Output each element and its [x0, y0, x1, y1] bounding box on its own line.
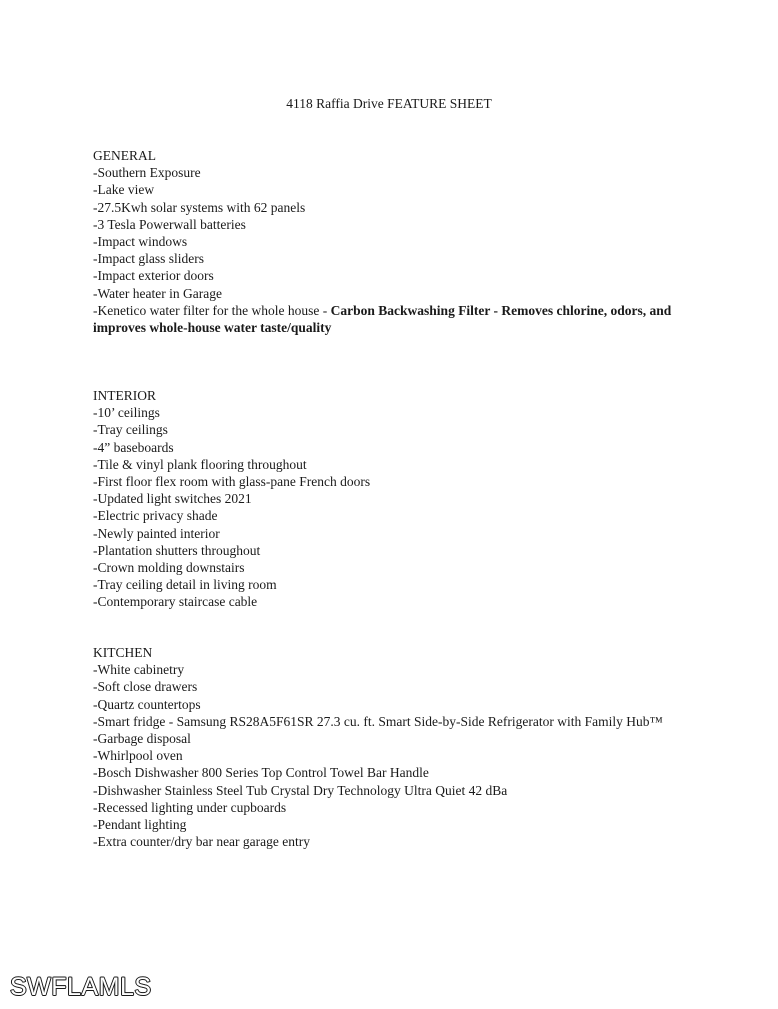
section-general: [93, 147, 703, 336]
section-interior: [93, 387, 703, 611]
list-item: -Whirlpool oven: [93, 748, 183, 764]
list-item: -3 Tesla Powerwall batteries: [93, 216, 246, 232]
list-item: -Extra counter/dry bar near garage entry: [93, 834, 311, 850]
list-item: -Plantation shutters throughout: [93, 542, 261, 558]
list-item: -10’ ceilings: [93, 405, 160, 421]
list-item: -Impact glass sliders: [93, 251, 204, 267]
general-list: [93, 164, 703, 336]
list-item: -Electric privacy shade: [93, 508, 218, 524]
list-item-water-filter: [93, 302, 703, 336]
list-item: -Tile & vinyl plank flooring throughout: [93, 456, 307, 472]
list-item: -Updated light switches 2021: [93, 491, 252, 507]
list-item: -Southern Exposure: [93, 165, 201, 181]
list-item: -Garbage disposal: [93, 731, 191, 747]
list-item: -Contemporary staircase cable: [93, 594, 258, 610]
water-filter-details: Carbon Backwashing Filter - Removes chlorine, odors, and improves whole-house water taste/quality: [93, 302, 672, 336]
list-item: -Smart fridge - Samsung RS28A5F61SR 27.3 cu. ft. Smart Side-by-Side Refrigerator with Family Hub™: [93, 713, 663, 729]
list-item: -Water heater in Garage: [93, 285, 222, 301]
mls-watermark: SWFLAMLS: [10, 973, 152, 1001]
list-item: -4” baseboards: [93, 439, 174, 455]
list-item: -Bosch Dishwasher 800 Series Top Control Towel Bar Handle: [93, 765, 429, 781]
list-item: -Impact windows: [93, 234, 188, 250]
list-item: -Crown molding downstairs: [93, 560, 245, 576]
list-item: -Tray ceilings: [93, 422, 168, 438]
list-item: -White cabinetry: [93, 662, 185, 678]
list-item: -Pendant lighting: [93, 817, 187, 833]
section-heading-interior: INTERIOR: [93, 388, 156, 403]
water-filter-text: -Kenetico water filter for the whole house -: [93, 302, 331, 318]
list-item: -Newly painted interior: [93, 525, 220, 541]
list-item: -27.5Kwh solar systems with 62 panels: [93, 199, 306, 215]
list-item: -Quartz countertops: [93, 696, 201, 712]
section-heading-general: GENERAL: [93, 148, 156, 163]
kitchen-list: [93, 661, 703, 850]
interior-list: [93, 404, 703, 610]
section-heading-kitchen: KITCHEN: [93, 645, 153, 660]
list-item: -Tray ceiling detail in living room: [93, 577, 277, 593]
document-title: 4118 Raffia Drive FEATURE SHEET: [286, 96, 492, 111]
list-item: -Impact exterior doors: [93, 268, 214, 284]
list-item: -Soft close drawers: [93, 679, 198, 695]
list-item: -First floor flex room with glass-pane French doors: [93, 474, 371, 490]
list-item: -Recessed lighting under cupboards: [93, 799, 287, 815]
section-kitchen: [93, 644, 703, 850]
list-item: -Lake view: [93, 182, 155, 198]
list-item: -Dishwasher Stainless Steel Tub Crystal Dry Technology Ultra Quiet 42 dBa: [93, 782, 508, 798]
